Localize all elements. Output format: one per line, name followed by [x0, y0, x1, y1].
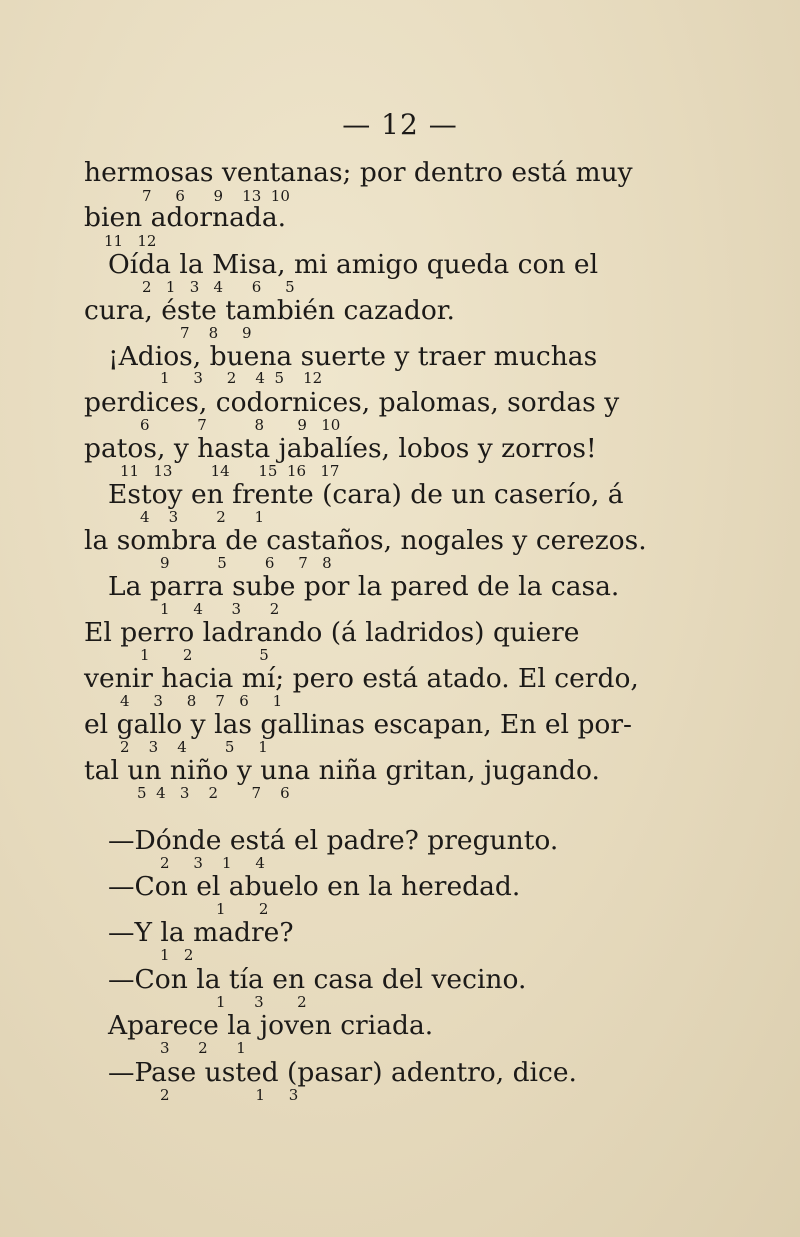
word-order-numbers: 4 3 8 7 6 1 [120, 692, 283, 710]
word-order-numbers: 1 2 [216, 900, 269, 918]
word-order-numbers: 3 2 1 [160, 1039, 246, 1057]
word-order-numbers: 2 1 3 [160, 1086, 299, 1104]
text-line: venir hacia mí; pero está atado. El cerdo, [84, 663, 639, 694]
text-line: bien adornada. [84, 202, 287, 233]
text-line: perdices, codornices, palomas, sordas y [84, 387, 620, 418]
text-line: ¡Adios, buena suerte y traer muchas [108, 341, 598, 372]
text-line: La parra sube por la pared de la casa. [108, 571, 620, 602]
word-order-numbers: 1 3 2 [216, 993, 307, 1011]
word-order-numbers: 2 3 1 4 [160, 854, 265, 872]
dialogue-line: —Con el abuelo en la heredad. [108, 871, 521, 902]
word-order-numbers: 9 5 6 7 8 [160, 554, 332, 572]
word-order-numbers: 4 3 2 1 [140, 508, 264, 526]
text-line: patos, y hasta jabalíes, lobos y zorros! [84, 433, 597, 464]
dialogue-line: —Dónde está el padre? pregunto. [108, 825, 559, 856]
text-line: Aparece la joven criada. [108, 1010, 434, 1041]
text-line: cura, éste también cazador. [84, 295, 455, 326]
page-number: — 12 — [342, 108, 458, 141]
word-order-numbers: 1 3 2 4 5 12 [160, 369, 323, 387]
word-order-numbers: 11 13 14 15 16 17 [120, 462, 340, 480]
word-order-numbers: 1 2 [160, 946, 194, 964]
word-order-numbers: 6 7 8 9 10 [140, 416, 341, 434]
dialogue-line: —Y la madre? [108, 917, 294, 948]
text-line: hermosas ventanas; por dentro está muy [84, 157, 633, 188]
text-line: Oída la Misa, mi amigo queda con el [108, 249, 599, 280]
word-order-numbers: 1 4 3 2 [160, 600, 280, 618]
text-line: El perro ladrando (á ladridos) quiere [84, 617, 580, 648]
word-order-numbers: 7 8 9 [180, 324, 252, 342]
text-line: Estoy en frente (cara) de un caserío, á [108, 479, 624, 510]
text-line: el gallo y las gallinas escapan, En el por- [84, 709, 632, 740]
word-order-numbers: 11 12 [104, 232, 157, 250]
dialogue-line: —Pase usted (pasar) adentro, dice. [108, 1057, 577, 1088]
text-line: la sombra de castaños, nogales y cerezos. [84, 525, 647, 556]
word-order-numbers: 7 6 9 13 10 [142, 187, 290, 205]
word-order-numbers: 2 3 4 5 1 [120, 738, 268, 756]
dialogue-line: —Con la tía en casa del vecino. [108, 964, 527, 995]
text-line: tal un niño y una niña gritan, jugando. [84, 755, 600, 786]
word-order-numbers: 2 1 3 4 6 5 [142, 278, 295, 296]
word-order-numbers: 1 2 5 [140, 646, 269, 664]
word-order-numbers: 5 4 3 2 7 6 [137, 784, 290, 802]
